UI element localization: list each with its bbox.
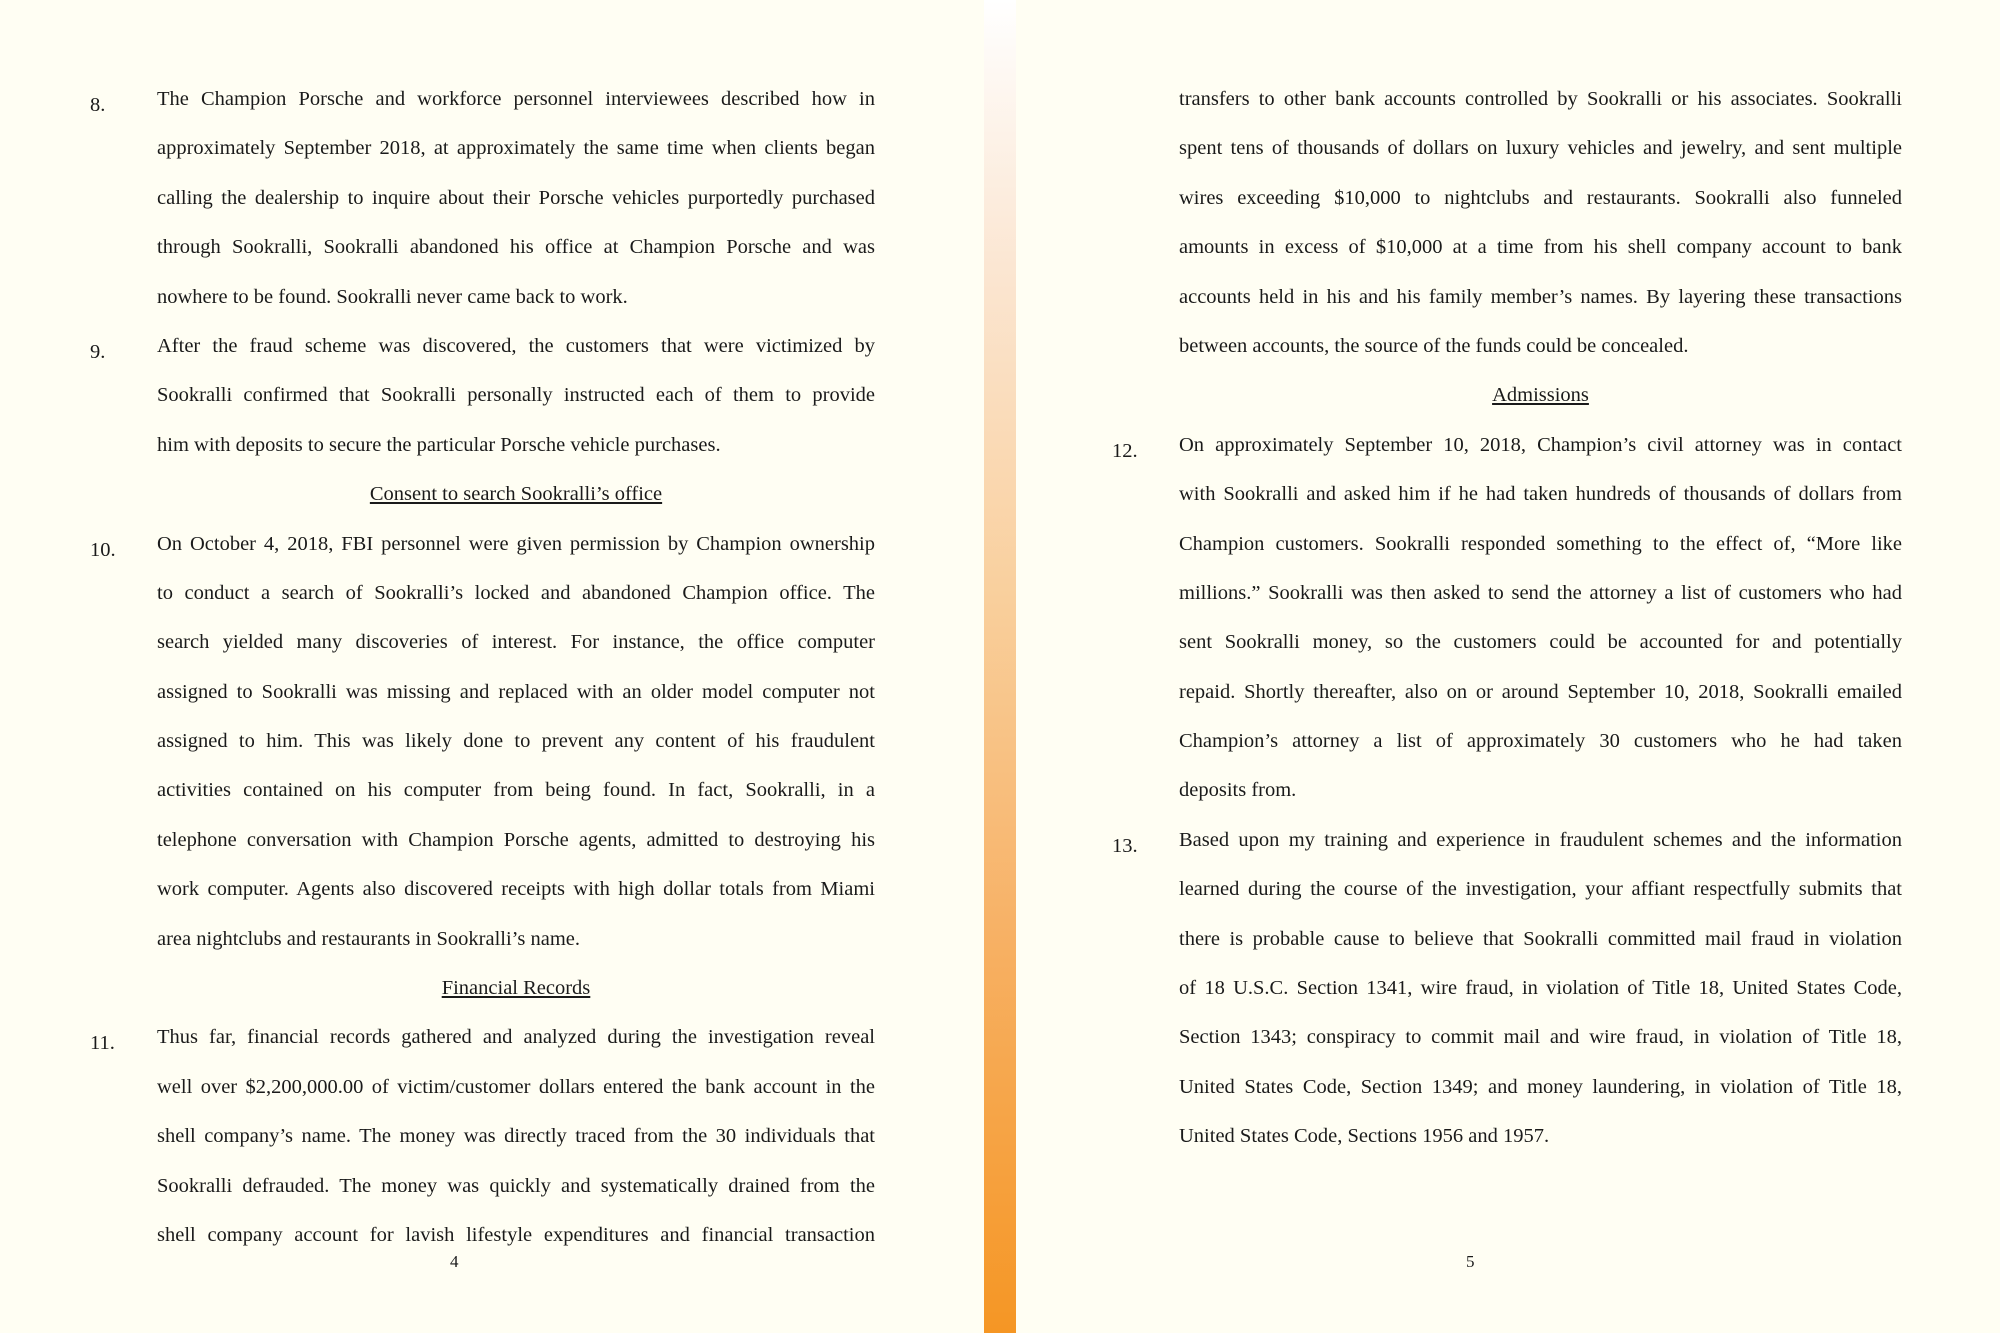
paragraph-number: 8. [90,94,106,116]
paragraph-line [1112,75,1902,124]
paragraph-line [1112,865,1902,914]
paragraph-line [1112,668,1902,717]
paragraph-number: 10. [90,538,116,561]
section-heading [1112,371,1902,420]
paragraph-line [90,618,875,667]
paragraph-number: 11. [90,1032,115,1055]
paragraph-line [90,668,875,717]
paragraph-line-text: accounts held in his and his family member’s names. By layering these transactions [1179,285,1902,308]
paragraph-line [1112,124,1902,173]
paragraph-line-text: assigned to Sookralli was missing and replaced with an older model computer not [157,680,875,703]
document-page-left [0,0,984,1333]
paragraph-line [1112,1013,1902,1062]
paragraph-number: 9. [90,340,106,363]
section-heading-text: Admissions [1492,384,1589,407]
paragraph-line [1112,915,1902,964]
paragraph-line [90,1063,875,1112]
paragraph-line [1112,174,1902,223]
paragraph-line-text: repaid. Shortly thereafter, also on or around September 10, 2018, Sookralli emailed [1179,680,1902,703]
paragraph-line-text: him with deposits to secure the particular Porsche vehicle purchases. [157,433,721,456]
paragraph-line-text: to conduct a search of Sookralli’s locked and abandoned Champion office. The [157,581,875,604]
paragraph-line-text: transfers to other bank accounts controlled by Sookralli or his associates. Sookralli [1179,88,1902,110]
paragraph-line [90,865,875,914]
paragraph-line-text: approximately September 2018, at approximately the same time when clients began [157,137,875,160]
paragraph-line [90,766,875,815]
paragraph-line-text: shell company’s name. The money was directly traced from the 30 individuals that [157,1125,875,1148]
paragraph-line [1112,273,1902,322]
paragraph-line [90,915,875,964]
paragraph-line [1112,618,1902,667]
page-number: 4 [450,1252,459,1271]
paragraph-line-text: there is probable cause to believe that Sookralli committed mail fraud in violation [1179,927,1902,950]
paragraph-line-text: Sookralli confirmed that Sookralli personally instructed each of them to provide [157,384,875,407]
section-heading-text: Consent to search Sookralli’s office [369,483,663,506]
section-heading [90,964,875,1013]
paragraph-number: 12. [1112,439,1138,462]
paragraph-line-text: area nightclubs and restaurants in Sookralli’s name. [157,927,580,950]
paragraph-line [90,717,875,766]
paragraph-line [1112,1063,1902,1112]
paragraph-line-text: United States Code, Section 1349; and money laundering, in violation of Title 18, [1179,1075,1902,1098]
paragraph-line [90,1112,875,1161]
paragraph-number: 13. [1112,834,1138,857]
paragraph-line [1112,964,1902,1013]
paragraph-line-text: deposits from. [1179,779,1297,802]
paragraph-line-text: Based upon my training and experience in fraudulent schemes and the information [1179,828,1902,851]
page-number: 5 [1466,1252,1475,1271]
paragraph-line-text: spent tens of thousands of dollars on luxury vehicles and jewelry, and sent multiple [1179,137,1902,160]
paragraph-line-text: After the fraud scheme was discovered, the customers that were victimized by [157,334,875,357]
paragraph-line [1112,470,1902,519]
paragraph-line [1112,816,1902,865]
paragraph-line-text: activities contained on his computer from being found. In fact, Sookralli, in a [157,779,875,802]
paragraph-line [1112,520,1902,569]
book-gutter [984,0,1016,1333]
paragraph-line [1112,1112,1902,1161]
paragraph-line-text: On October 4, 2018, FBI personnel were given permission by Champion ownership [157,532,875,555]
paragraph-line [90,1013,875,1062]
paragraph-line-text: millions.” Sookralli was then asked to send the attorney a list of customers who had [1179,581,1902,604]
paragraph-line-text: nowhere to be found. Sookralli never came back to work. [157,285,628,308]
paragraph-line [90,174,875,223]
paragraph-line-text: calling the dealership to inquire about their Porsche vehicles purportedly purchased [157,186,875,209]
paragraph-line [1112,569,1902,618]
paragraph-line-text: United States Code, Sections 1956 and 1957. [1179,1125,1550,1148]
paragraph-line-text: Thus far, financial records gathered and analyzed during the investigation reveal [157,1026,875,1049]
paragraph-line-text: wires exceeding $10,000 to nightclubs and restaurants. Sookralli also funneled [1179,186,1902,209]
paragraph-line [1112,717,1902,766]
paragraph-line-text: telephone conversation with Champion Porsche agents, admitted to destroying his [157,828,875,851]
paragraph-line [90,273,875,322]
section-heading-text: Financial Records [441,977,591,1000]
paragraph-line [90,371,875,420]
paragraph-line [1112,223,1902,272]
paragraph-line-text: Champion’s attorney a list of approximately 30 customers who he had taken [1179,730,1902,753]
paragraph-line-text: Sookralli defrauded. The money was quickly and systematically drained from the [157,1174,875,1197]
paragraph-line [90,816,875,865]
paragraph-line [90,569,875,618]
paragraph-line-text: work computer. Agents also discovered receipts with high dollar totals from Miami [157,878,875,901]
paragraph-line-text: well over $2,200,000.00 of victim/customer dollars entered the bank account in the [157,1075,875,1098]
document-page-right [1016,0,2000,1333]
paragraph-line [90,1162,875,1211]
paragraph-line [1112,322,1902,371]
paragraph-line-text: sent Sookralli money, so the customers could be accounted for and potentially [1179,631,1902,654]
paragraph-line [90,75,875,124]
paragraph-line-text: learned during the course of the investigation, your affiant respectfully submits that [1179,878,1902,901]
paragraph-line [1112,766,1902,815]
paragraph-line [1112,421,1902,470]
paragraph-line-text: The Champion Porsche and workforce personnel interviewees described how in [157,88,875,110]
paragraph-line [90,223,875,272]
paragraph-line-text: between accounts, the source of the funds could be concealed. [1179,334,1689,357]
paragraph-line-text: Champion customers. Sookralli responded something to the effect of, “More like [1179,532,1902,555]
paragraph-line-text: assigned to him. This was likely done to prevent any content of his fraudulent [157,730,875,753]
section-heading [90,470,875,519]
page-body [1112,75,1902,1162]
paragraph-line [90,520,875,569]
paragraph-line-text: with Sookralli and asked him if he had taken hundreds of thousands of dollars from [1179,483,1902,506]
paragraph-line-text: On approximately September 10, 2018, Champion’s civil attorney was in contact [1179,433,1902,456]
paragraph-line-text: shell company account for lavish lifestyle expenditures and financial transaction [157,1223,875,1246]
paragraph-line [90,421,875,470]
paragraph-line-text: of 18 U.S.C. Section 1341, wire fraud, in violation of Title 18, United States Code, [1179,977,1902,1000]
paragraph-line [90,124,875,173]
paragraph-line-text: amounts in excess of $10,000 at a time from his shell company account to bank [1179,236,1902,259]
paragraph-line-text: through Sookralli, Sookralli abandoned his office at Champion Porsche and was [157,236,875,259]
paragraph-line-text: search yielded many discoveries of interest. For instance, the office computer [157,631,875,654]
paragraph-line [90,1211,875,1260]
paragraph-line-text: Section 1343; conspiracy to commit mail and wire fraud, in violation of Title 18, [1179,1026,1902,1049]
paragraph-line [90,322,875,371]
page-body [90,75,875,1260]
